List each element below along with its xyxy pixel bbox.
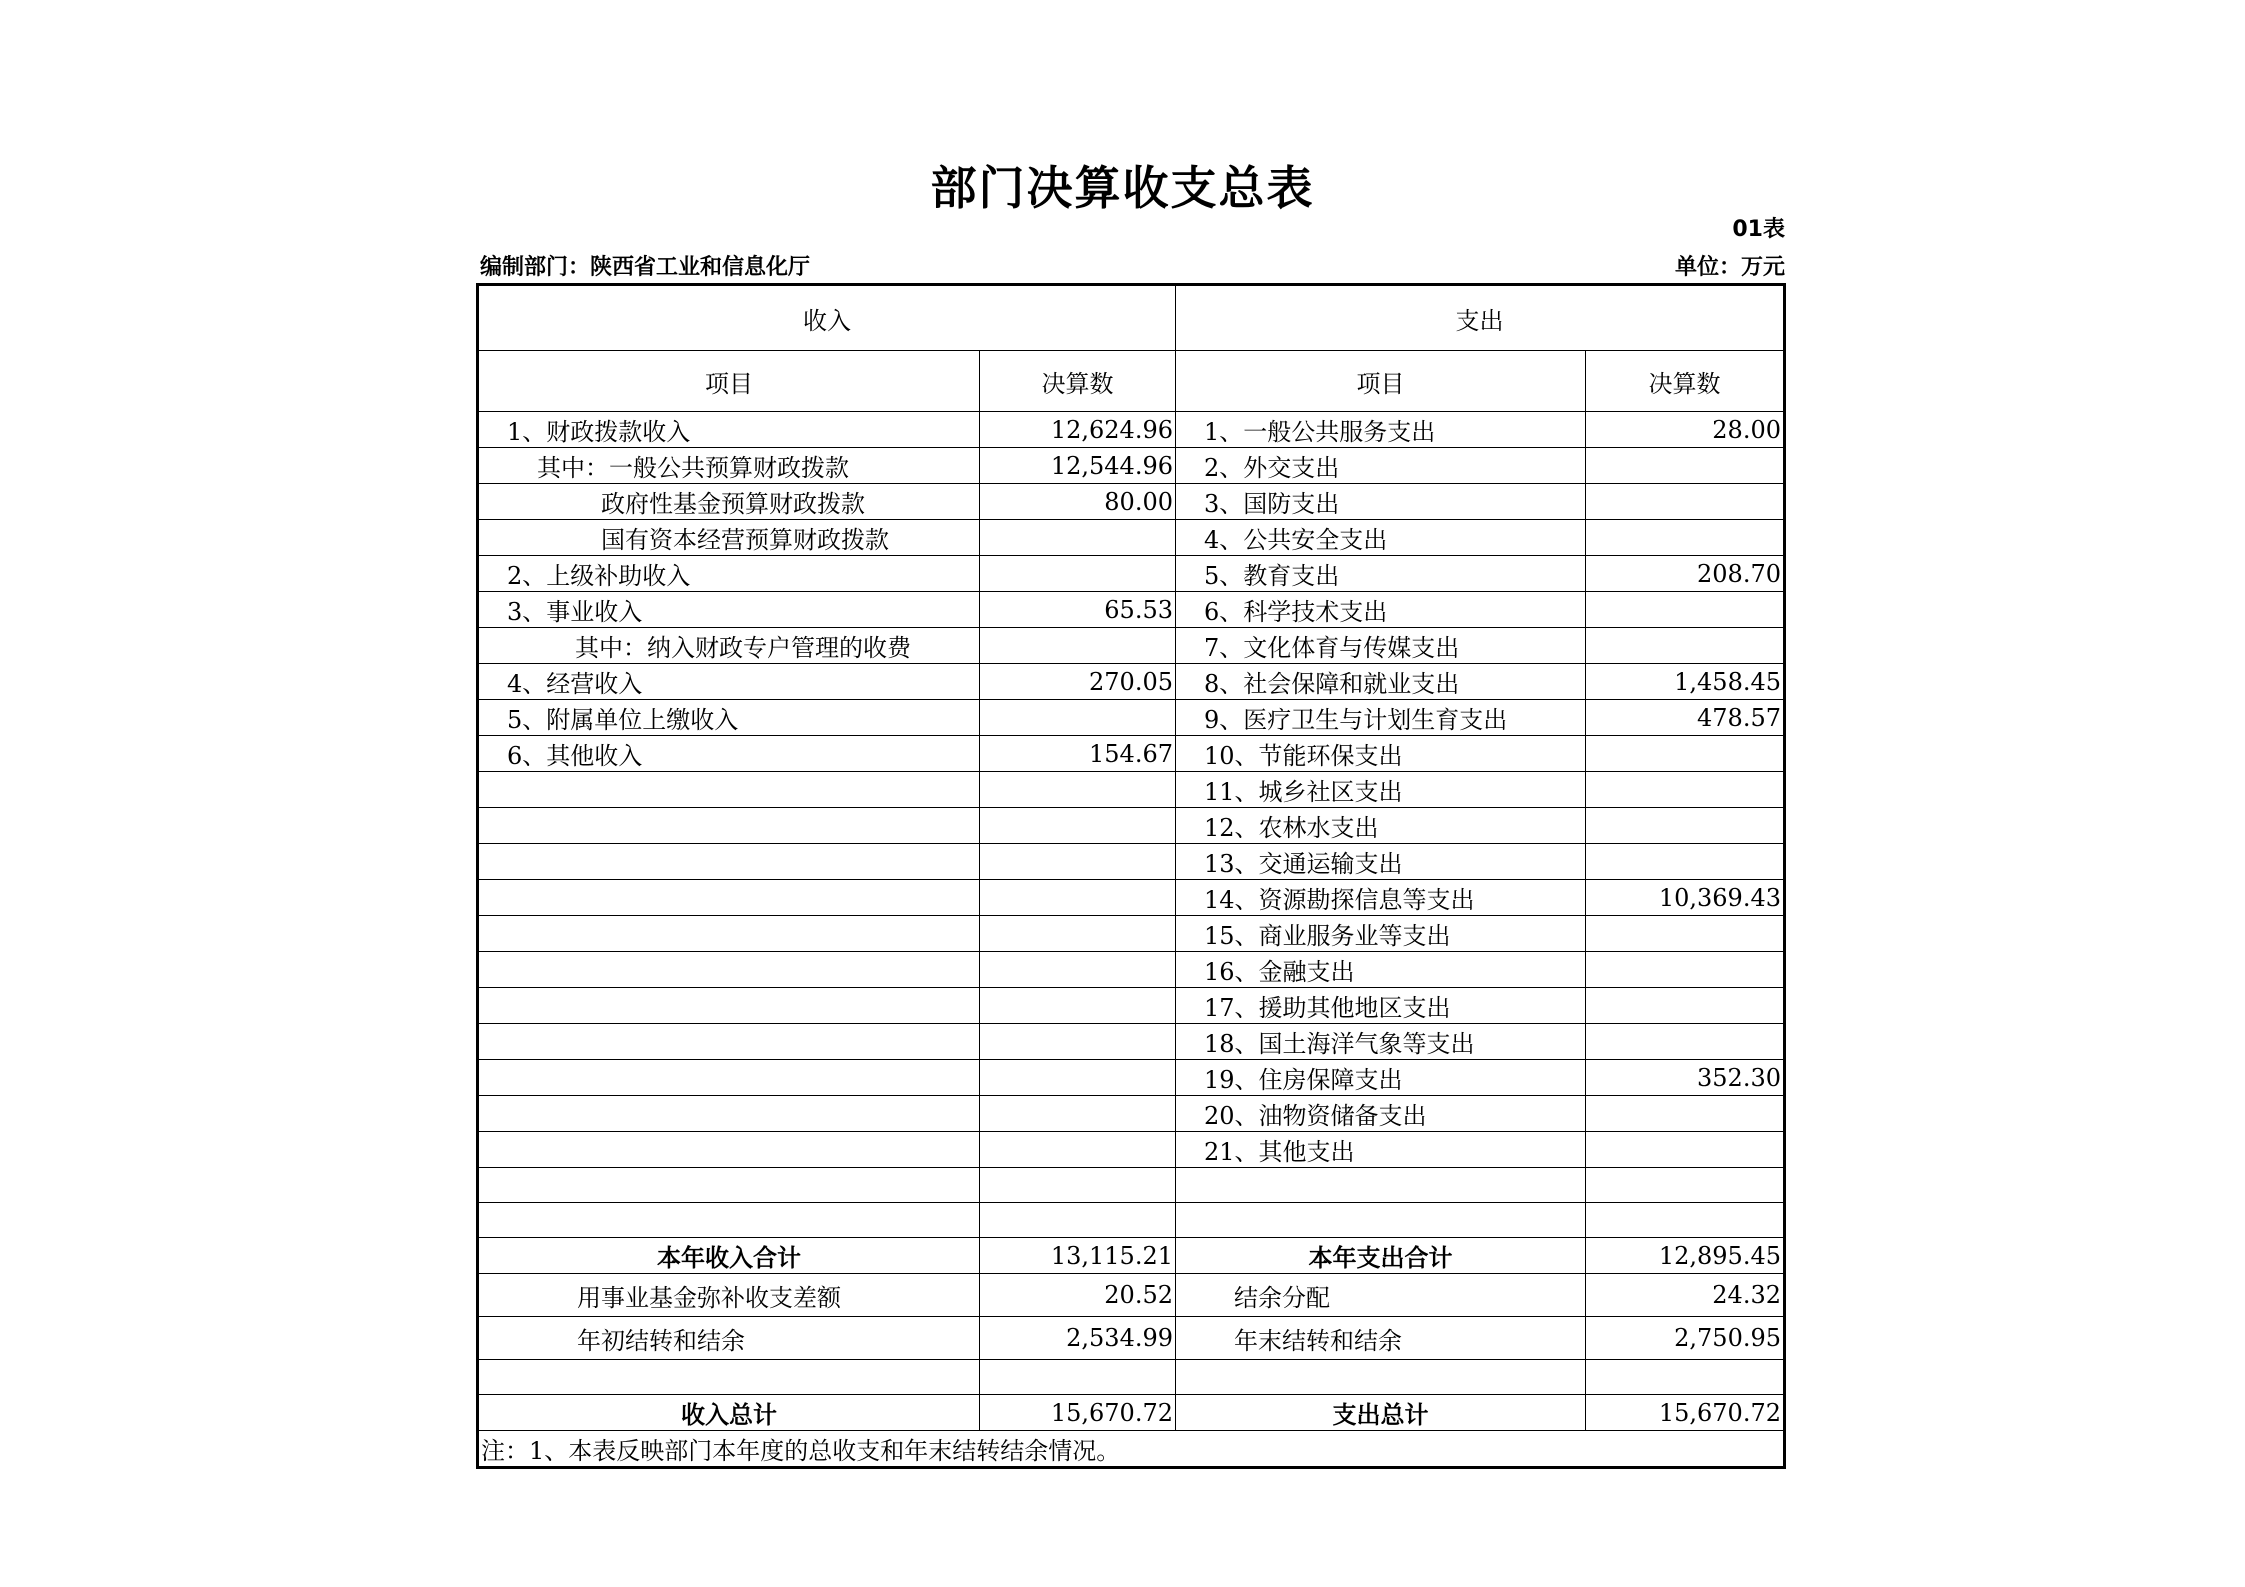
income-amount — [980, 880, 1176, 916]
expense-item: 12、农林水支出 — [1176, 808, 1586, 844]
expense-item: 8、社会保障和就业支出 — [1176, 664, 1586, 700]
income-item-header: 项目 — [478, 351, 980, 412]
income-item — [478, 1132, 980, 1168]
expense-amount-header: 决算数 — [1586, 351, 1785, 412]
table-row — [478, 412, 1785, 448]
income-amount — [980, 808, 1176, 844]
expense-item: 6、科学技术支出 — [1176, 592, 1586, 628]
expense-item: 17、援助其他地区支出 — [1176, 988, 1586, 1024]
table-number: 01表 — [1732, 217, 1785, 242]
expense-item: 14、资源勘探信息等支出 — [1176, 880, 1586, 916]
expense-amount — [1586, 772, 1785, 808]
income-amount — [980, 1203, 1176, 1238]
table-row — [478, 520, 1785, 556]
income-amount — [980, 1024, 1176, 1060]
income-item — [478, 1060, 980, 1096]
fund-value: 20.52 — [980, 1274, 1176, 1317]
income-amount — [980, 1132, 1176, 1168]
header-row-columns — [478, 351, 1785, 412]
surplus-value: 24.32 — [1586, 1274, 1785, 1317]
note-row — [478, 1431, 1785, 1468]
table-row — [478, 844, 1785, 880]
income-total-label: 收入总计 — [478, 1395, 980, 1431]
table-row — [478, 1024, 1785, 1060]
income-amount: 270.05 — [980, 664, 1176, 700]
year-income-value: 13,115.21 — [980, 1238, 1176, 1274]
expense-amount — [1586, 988, 1785, 1024]
expense-amount — [1586, 484, 1785, 520]
income-item: 其中：纳入财政专户管理的收费 — [478, 628, 980, 664]
expense-amount: 352.30 — [1586, 1060, 1785, 1096]
income-amount: 154.67 — [980, 736, 1176, 772]
table-row — [478, 736, 1785, 772]
expense-item: 1、一般公共服务支出 — [1176, 412, 1586, 448]
fund-label: 用事业基金弥补收支差额 — [478, 1274, 980, 1317]
expense-header: 支出 — [1176, 285, 1785, 351]
expense-item: 4、公共安全支出 — [1176, 520, 1586, 556]
year-total-row — [478, 1238, 1785, 1274]
income-item: 3、事业收入 — [478, 592, 980, 628]
year-expense-label: 本年支出合计 — [1176, 1238, 1586, 1274]
expense-item: 20、油物资储备支出 — [1176, 1096, 1586, 1132]
expense-item-header: 项目 — [1176, 351, 1586, 412]
income-item — [478, 844, 980, 880]
income-amount — [980, 916, 1176, 952]
begin-label: 年初结转和结余 — [478, 1317, 980, 1360]
table-row — [478, 1203, 1785, 1238]
expense-total-label: 支出总计 — [1176, 1395, 1586, 1431]
expense-item: 5、教育支出 — [1176, 556, 1586, 592]
year-income-label: 本年收入合计 — [478, 1238, 980, 1274]
expense-amount — [1586, 1096, 1785, 1132]
expense-amount — [1586, 1132, 1785, 1168]
income-amount — [980, 520, 1176, 556]
table-row — [478, 1132, 1785, 1168]
table-row — [478, 1096, 1785, 1132]
expense-amount: 28.00 — [1586, 412, 1785, 448]
table-row — [478, 628, 1785, 664]
expense-amount: 10,369.43 — [1586, 880, 1785, 916]
income-item — [478, 1203, 980, 1238]
income-amount — [980, 988, 1176, 1024]
table-row — [478, 952, 1785, 988]
income-expense-table — [476, 283, 1786, 1469]
income-item — [478, 808, 980, 844]
expense-item: 11、城乡社区支出 — [1176, 772, 1586, 808]
income-amount — [980, 1096, 1176, 1132]
expense-item: 9、医疗卫生与计划生育支出 — [1176, 700, 1586, 736]
year-expense-value: 12,895.45 — [1586, 1238, 1785, 1274]
table-row — [478, 484, 1785, 520]
income-amount — [980, 844, 1176, 880]
income-amount — [980, 1060, 1176, 1096]
table-row — [478, 988, 1785, 1024]
income-item — [478, 1168, 980, 1203]
expense-item: 18、国土海洋气象等支出 — [1176, 1024, 1586, 1060]
surplus-label: 结余分配 — [1176, 1274, 1586, 1317]
blank-row — [478, 1360, 1785, 1395]
expense-item: 10、节能环保支出 — [1176, 736, 1586, 772]
income-amount — [980, 556, 1176, 592]
income-item: 2、上级补助收入 — [478, 556, 980, 592]
income-amount: 65.53 — [980, 592, 1176, 628]
income-item — [478, 1096, 980, 1132]
income-item: 4、经营收入 — [478, 664, 980, 700]
expense-item: 19、住房保障支出 — [1176, 1060, 1586, 1096]
expense-item: 3、国防支出 — [1176, 484, 1586, 520]
fund-row — [478, 1274, 1785, 1317]
end-label: 年末结转和结余 — [1176, 1317, 1586, 1360]
expense-item: 16、金融支出 — [1176, 952, 1586, 988]
table-row — [478, 772, 1785, 808]
expense-item: 2、外交支出 — [1176, 448, 1586, 484]
grand-total-row — [478, 1395, 1785, 1431]
page-title: 部门决算收支总表 — [930, 161, 1315, 215]
table-row — [478, 556, 1785, 592]
income-item: 国有资本经营预算财政拨款 — [478, 520, 980, 556]
income-item — [478, 952, 980, 988]
income-item — [478, 988, 980, 1024]
end-value: 2,750.95 — [1586, 1317, 1785, 1360]
income-amount-header: 决算数 — [980, 351, 1176, 412]
expense-amount — [1586, 952, 1785, 988]
table-row — [478, 1060, 1785, 1096]
income-item — [478, 916, 980, 952]
income-amount — [980, 1168, 1176, 1203]
income-item: 6、其他收入 — [478, 736, 980, 772]
expense-amount — [1586, 592, 1785, 628]
expense-item: 7、文化体育与传媒支出 — [1176, 628, 1586, 664]
expense-amount — [1586, 808, 1785, 844]
table-row — [478, 700, 1785, 736]
income-item — [478, 1024, 980, 1060]
expense-amount — [1586, 448, 1785, 484]
expense-amount — [1586, 628, 1785, 664]
expense-total-value: 15,670.72 — [1586, 1395, 1785, 1431]
department-label: 编制部门：陕西省工业和信息化厅 — [480, 255, 811, 280]
expense-item — [1176, 1168, 1586, 1203]
income-item — [478, 880, 980, 916]
table-row — [478, 880, 1785, 916]
income-amount — [980, 628, 1176, 664]
unit-label: 单位：万元 — [1674, 255, 1785, 280]
income-item — [478, 772, 980, 808]
header-row-sections — [478, 285, 1785, 351]
table-row — [478, 916, 1785, 952]
expense-amount — [1586, 736, 1785, 772]
income-item: 1、财政拨款收入 — [478, 412, 980, 448]
income-header: 收入 — [478, 285, 1176, 351]
table-row — [478, 1168, 1785, 1203]
expense-amount: 478.57 — [1586, 700, 1785, 736]
expense-amount — [1586, 916, 1785, 952]
table-row — [478, 592, 1785, 628]
expense-item: 13、交通运输支出 — [1176, 844, 1586, 880]
income-total-value: 15,670.72 — [980, 1395, 1176, 1431]
begin-value: 2,534.99 — [980, 1317, 1176, 1360]
note-text: 注：1、本表反映部门本年度的总收支和年末结转结余情况。 — [478, 1431, 1785, 1468]
expense-amount — [1586, 844, 1785, 880]
income-amount: 12,624.96 — [980, 412, 1176, 448]
income-item: 其中：一般公共预算财政拨款 — [478, 448, 980, 484]
income-amount — [980, 700, 1176, 736]
table-row — [478, 808, 1785, 844]
income-amount — [980, 772, 1176, 808]
expense-item — [1176, 1203, 1586, 1238]
expense-amount: 1,458.45 — [1586, 664, 1785, 700]
expense-amount — [1586, 1168, 1785, 1203]
income-amount: 12,544.96 — [980, 448, 1176, 484]
expense-item: 15、商业服务业等支出 — [1176, 916, 1586, 952]
income-item: 5、附属单位上缴收入 — [478, 700, 980, 736]
carryover-row — [478, 1317, 1785, 1360]
expense-amount: 208.70 — [1586, 556, 1785, 592]
income-amount: 80.00 — [980, 484, 1176, 520]
table-row — [478, 448, 1785, 484]
expense-amount — [1586, 520, 1785, 556]
expense-item: 21、其他支出 — [1176, 1132, 1586, 1168]
income-amount — [980, 952, 1176, 988]
table-row — [478, 664, 1785, 700]
income-item: 政府性基金预算财政拨款 — [478, 484, 980, 520]
expense-amount — [1586, 1203, 1785, 1238]
expense-amount — [1586, 1024, 1785, 1060]
